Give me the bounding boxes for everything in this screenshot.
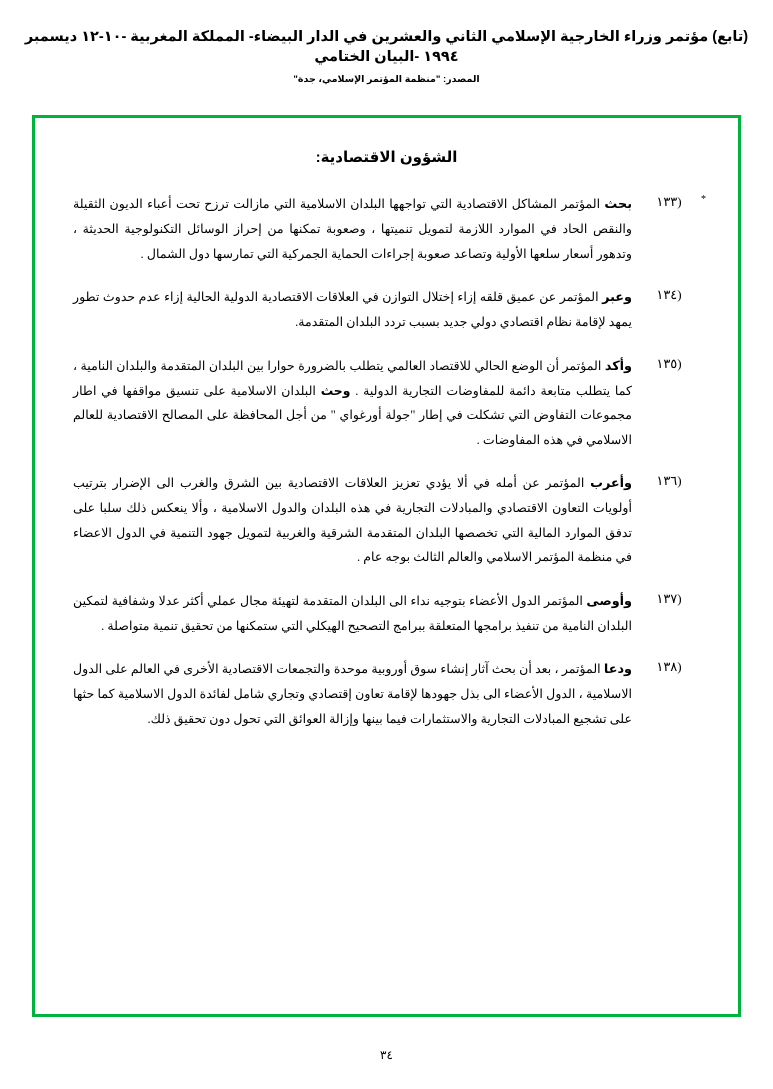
- clause-body-text: المؤتمر المشاكل الاقتصادية التي تواجهها البلدان الاسلامية التي مازالت ترزح تحت أعباء الديون الثقيلة والنقص الحاد في الموارد اللازمة لتمويل تنميتها ، وصعوبة تمكنها من إحراز الوسائل التكنولوجية الحديثة ، وتدهور أسعار سلعها الأولية وتصاعد صعوبة إجراءات الحماية الجمركية التي تمارسها دول الشمال .: [73, 197, 632, 261]
- clause-text: [67, 354, 632, 453]
- list-item: [67, 657, 706, 731]
- clause-number-value: ١٣٦: [656, 473, 678, 489]
- clause-body-text-secondary: البلدان الاسلامية على تنسيق مواقفها في اطار مجموعات التفاوض التي تشكلت في إطار "جولة أورغواي " من أجل المحافظة على المصالح الاقتصادية للعالم الاسلامي في هذه المفاوضات .: [73, 383, 632, 447]
- page-header: [0, 0, 773, 85]
- clause-keyword: ودعا: [603, 661, 632, 677]
- clause-keyword-secondary: وحث: [320, 383, 351, 398]
- clause-number: * (١٣٣: [656, 194, 706, 209]
- section-title: الشؤون الاقتصادية:: [315, 149, 458, 166]
- clause-body-text: المؤتمر أن الوضع الحالي للاقتصاد العالمي يتطلب بالضرورة حوارا بين البلدان المتقدمة والبلدان النامية ، كما يتطلب متابعة دائمة للمفاوضات التجارية الدولية .: [73, 358, 633, 398]
- clause-number-value: ١٣٤: [656, 287, 678, 303]
- clause-keyword: وعبر: [602, 289, 632, 305]
- clause-number-value: ١٣٧: [656, 590, 678, 606]
- clause-keyword: وأكد: [604, 357, 632, 373]
- page-number: ٣٤: [380, 1048, 393, 1062]
- content-frame: [32, 115, 741, 1017]
- clause-number-value: ١٣٨: [656, 659, 678, 675]
- clause-number-value: ١٣٣: [656, 194, 678, 209]
- clause-number: (١٣٧: [656, 590, 682, 606]
- clause-body-text: المؤتمر عن عميق قلقه إزاء إختلال التوازن في العلاقات الاقتصادية الدولية الحالية إزاء عدم حدوث تطور يمهد لإقامة نظام اقتصادي دولي جديد بسبب تردد البلدان المتقدمة.: [73, 290, 632, 329]
- clause-number-value: ١٣٥: [656, 355, 678, 371]
- clause-body-text: المؤتمر الدول الأعضاء بتوجيه نداء الى البلدان المتقدمة لتهيئة مجال عملي أكثر عدلا وشفافية لتمكين البلدان النامية من تنفيذ برامجها المتعلقة ببرامج التصحيح الهيكلي التي ستمكنها من تحقيق تنمية متواصلة .: [73, 593, 632, 633]
- clause-number: (١٣٦: [656, 473, 682, 489]
- header-title: (تابع) مؤتمر وزراء الخارجية الإسلامي الثاني والعشرين في الدار البيضاء- المملكة المغربية -١٠-١٢ ديسمبر ١٩٩٤ -البيان الختامي: [24, 29, 749, 65]
- clause-body-text: المؤتمر عن أمله في ألا يؤدي تعزيز العلاقات الاقتصادية بين الشرق والغرب الى الإضرار بترتيب أولويات التعاون الاقتصادي والمبادلات التجارية في هذه البلدان والدول الاسلامية ، وألا ينعكس ذلك سلبا على تدفق الموارد المالية التي تخصصها البلدان المتقدمة الشرقية والغربية لتمويل جهود التنمية في الدول الاعضاء في منظمة المؤتمر الاسلامي والعالم الثالث بوجه عام .: [73, 476, 632, 565]
- clause-text: [67, 589, 632, 639]
- list-item: [67, 471, 706, 570]
- clause-number: (١٣٥: [656, 355, 682, 371]
- clause-number: (١٣٤: [656, 287, 682, 303]
- clause-body-text: المؤتمر ، بعد أن بحث آثار إنشاء سوق أوروبية موحدة والتجمعات الاقتصادية الأخرى في العالم على الدول الاسلامية ، الدول الأعضاء الى بذل جهودها لإقامة تعاون إقتصادي وتجاري شامل لفائدة الدول الاسلامية كما حثها على تشجيع المبادلات التجارية والاستثمارات فيما بينها وإزالة العوائق التي تحول دون تحقيق ذلك.: [73, 662, 632, 726]
- clause-keyword: بحث: [604, 196, 632, 211]
- clause-text: [67, 192, 632, 266]
- list-item: [67, 192, 706, 266]
- footnote-marker: *: [701, 194, 706, 205]
- list-item: [67, 589, 706, 639]
- clause-list: [67, 192, 706, 731]
- clause-keyword: وأعرب: [590, 475, 632, 491]
- content-frame-inner: [35, 118, 738, 1014]
- header-source: المصدر: "منظمة المؤتمر الإسلامي، جدة": [293, 74, 480, 86]
- clause-keyword: وأوصى: [586, 592, 632, 608]
- clause-text: [67, 657, 632, 731]
- list-item: [67, 285, 706, 335]
- clause-text: [67, 285, 632, 335]
- list-item: [67, 354, 706, 453]
- clause-text: [67, 471, 632, 570]
- clause-number: (١٣٨: [656, 659, 682, 675]
